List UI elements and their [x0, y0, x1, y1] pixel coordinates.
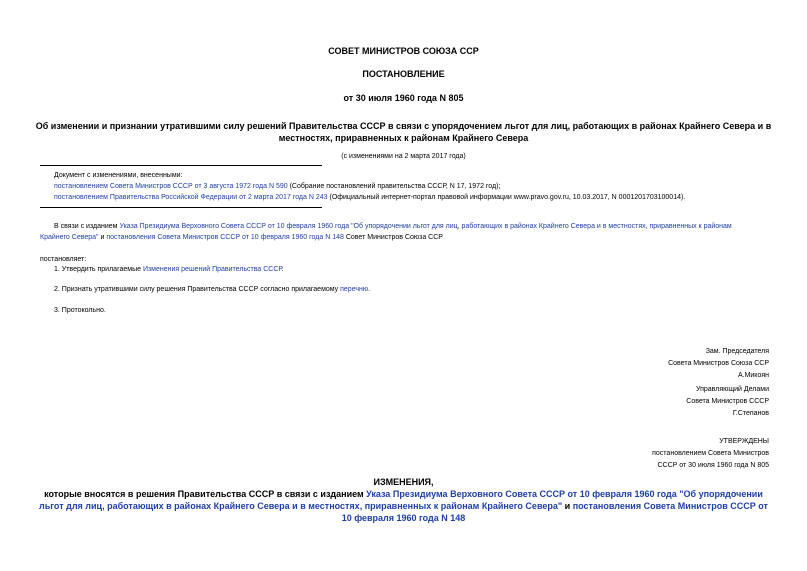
signature-block-2	[686, 384, 769, 420]
signature-2-org: Совета Министров СССР	[686, 398, 769, 405]
link-annex-ukaz-part2[interactable]: льгот для лиц, работающих в районах Крайнего Севера и в местностях, приравненных к районам Крайнего Севера"	[39, 501, 563, 511]
preamble-line2	[40, 232, 443, 244]
changes-bottom-rule	[40, 207, 322, 208]
annex-subtitle-line3	[0, 512, 807, 524]
approval-line-2: постановлением Совета Министров	[652, 450, 769, 457]
item-2	[54, 284, 370, 296]
approval-line-3: СССР от 30 июля 1960 года N 805	[657, 462, 769, 469]
item-1	[54, 264, 284, 276]
resolves-label: постановляет:	[40, 256, 87, 263]
link-ukaz-1960-part1[interactable]: Указа Президиума Верховного Совета СССР от 10 февраля 1960 года "Об упорядочении льгот для лиц, работающих в районах Крайнего Севера и в местностях, приравненных к районам	[119, 223, 732, 230]
item-1-period: .	[281, 266, 284, 273]
change-item-2-source: (Официальный интернет-портал правовой информации www.pravo.gov.ru, 10.03.2017, N 0001201703100014).	[327, 194, 686, 201]
signature-1-name: А.Микоян	[737, 372, 769, 379]
item-2-text: 2. Признать утратившими силу решения Правительства СССР согласно прилагаемому	[54, 286, 341, 293]
link-changes-annex[interactable]: Изменения решений Правительства СССР	[142, 266, 282, 273]
approval-stamp	[652, 436, 769, 472]
link-resolution-1972[interactable]: постановлением Совета Министров СССР от 3 августа 1972 года N 590	[54, 183, 288, 190]
link-annex-resolution-148-part1[interactable]: постановления Совета Министров СССР от	[572, 501, 768, 511]
document-title-line1: Об изменении и признании утратившими силу решений Правительства СССР в связи с упорядочением льгот для лиц, работающих в районах Крайнего Севера и в	[35, 121, 772, 131]
document-title-line2: местностях, приравненных к районам Крайнего Севера	[278, 133, 529, 143]
signature-1-title: Зам. Председателя	[705, 348, 769, 355]
signature-block-1	[668, 346, 769, 382]
change-item-1-source: (Собрание постановлений правительства СССР, N 17, 1972 год);	[287, 183, 501, 190]
annex-heading: ИЗМЕНЕНИЯ,	[373, 477, 434, 487]
annex-subtitle-line2	[0, 500, 807, 512]
link-annex-resolution-148-part2[interactable]: 10 февраля 1960 года N 148	[341, 513, 466, 523]
change-item-2	[54, 192, 685, 204]
signature-2-title: Управляющий Делами	[695, 386, 769, 393]
changes-intro: Документ с изменениями, внесенными:	[54, 172, 183, 179]
item-3: 3. Протокольно.	[54, 307, 106, 314]
item-1-text: 1. Утвердить прилагаемые	[54, 266, 143, 273]
signature-2-name: Г.Степанов	[732, 410, 769, 417]
issuing-body: СОВЕТ МИНИСТРОВ СОЮЗА ССР	[328, 46, 479, 56]
link-resolution-148[interactable]: постановления Совета Министров СССР от 10 февраля 1960 года N 148	[106, 234, 344, 241]
approval-title: УТВЕРЖДЕНЫ	[719, 438, 769, 445]
link-annex-ukaz-part1[interactable]: Указа Президиума Верховного Совета СССР от 10 февраля 1960 года "Об упорядочении	[366, 489, 763, 499]
link-repealed-list[interactable]: перечню	[340, 286, 369, 293]
link-resolution-2017[interactable]: постановлением Правительства Российской Федерации от 2 марта 2017 года N 243	[54, 194, 328, 201]
link-ukaz-1960-part2[interactable]: Крайнего Севера"	[40, 234, 99, 241]
signature-1-org: Совета Министров Союза ССР	[668, 360, 769, 367]
document-date: от 30 июля 1960 года N 805	[343, 93, 464, 103]
amended-note: (с изменениями на 2 марта 2017 года)	[341, 153, 466, 160]
preamble-text-2: и	[98, 234, 107, 241]
preamble-text-1: В связи с изданием	[54, 223, 120, 230]
annex-subtitle-and: и	[562, 501, 573, 511]
document-type: ПОСТАНОВЛЕНИЕ	[362, 69, 445, 79]
preamble-text-3: Совет Министров Союза ССР	[343, 234, 443, 241]
annex-subtitle-line1	[0, 488, 807, 500]
item-2-period: .	[368, 286, 371, 293]
changes-top-rule	[40, 165, 322, 166]
annex-subtitle-text: которые вносятся в решения Правительства СССР в связи с изданием	[44, 489, 367, 499]
